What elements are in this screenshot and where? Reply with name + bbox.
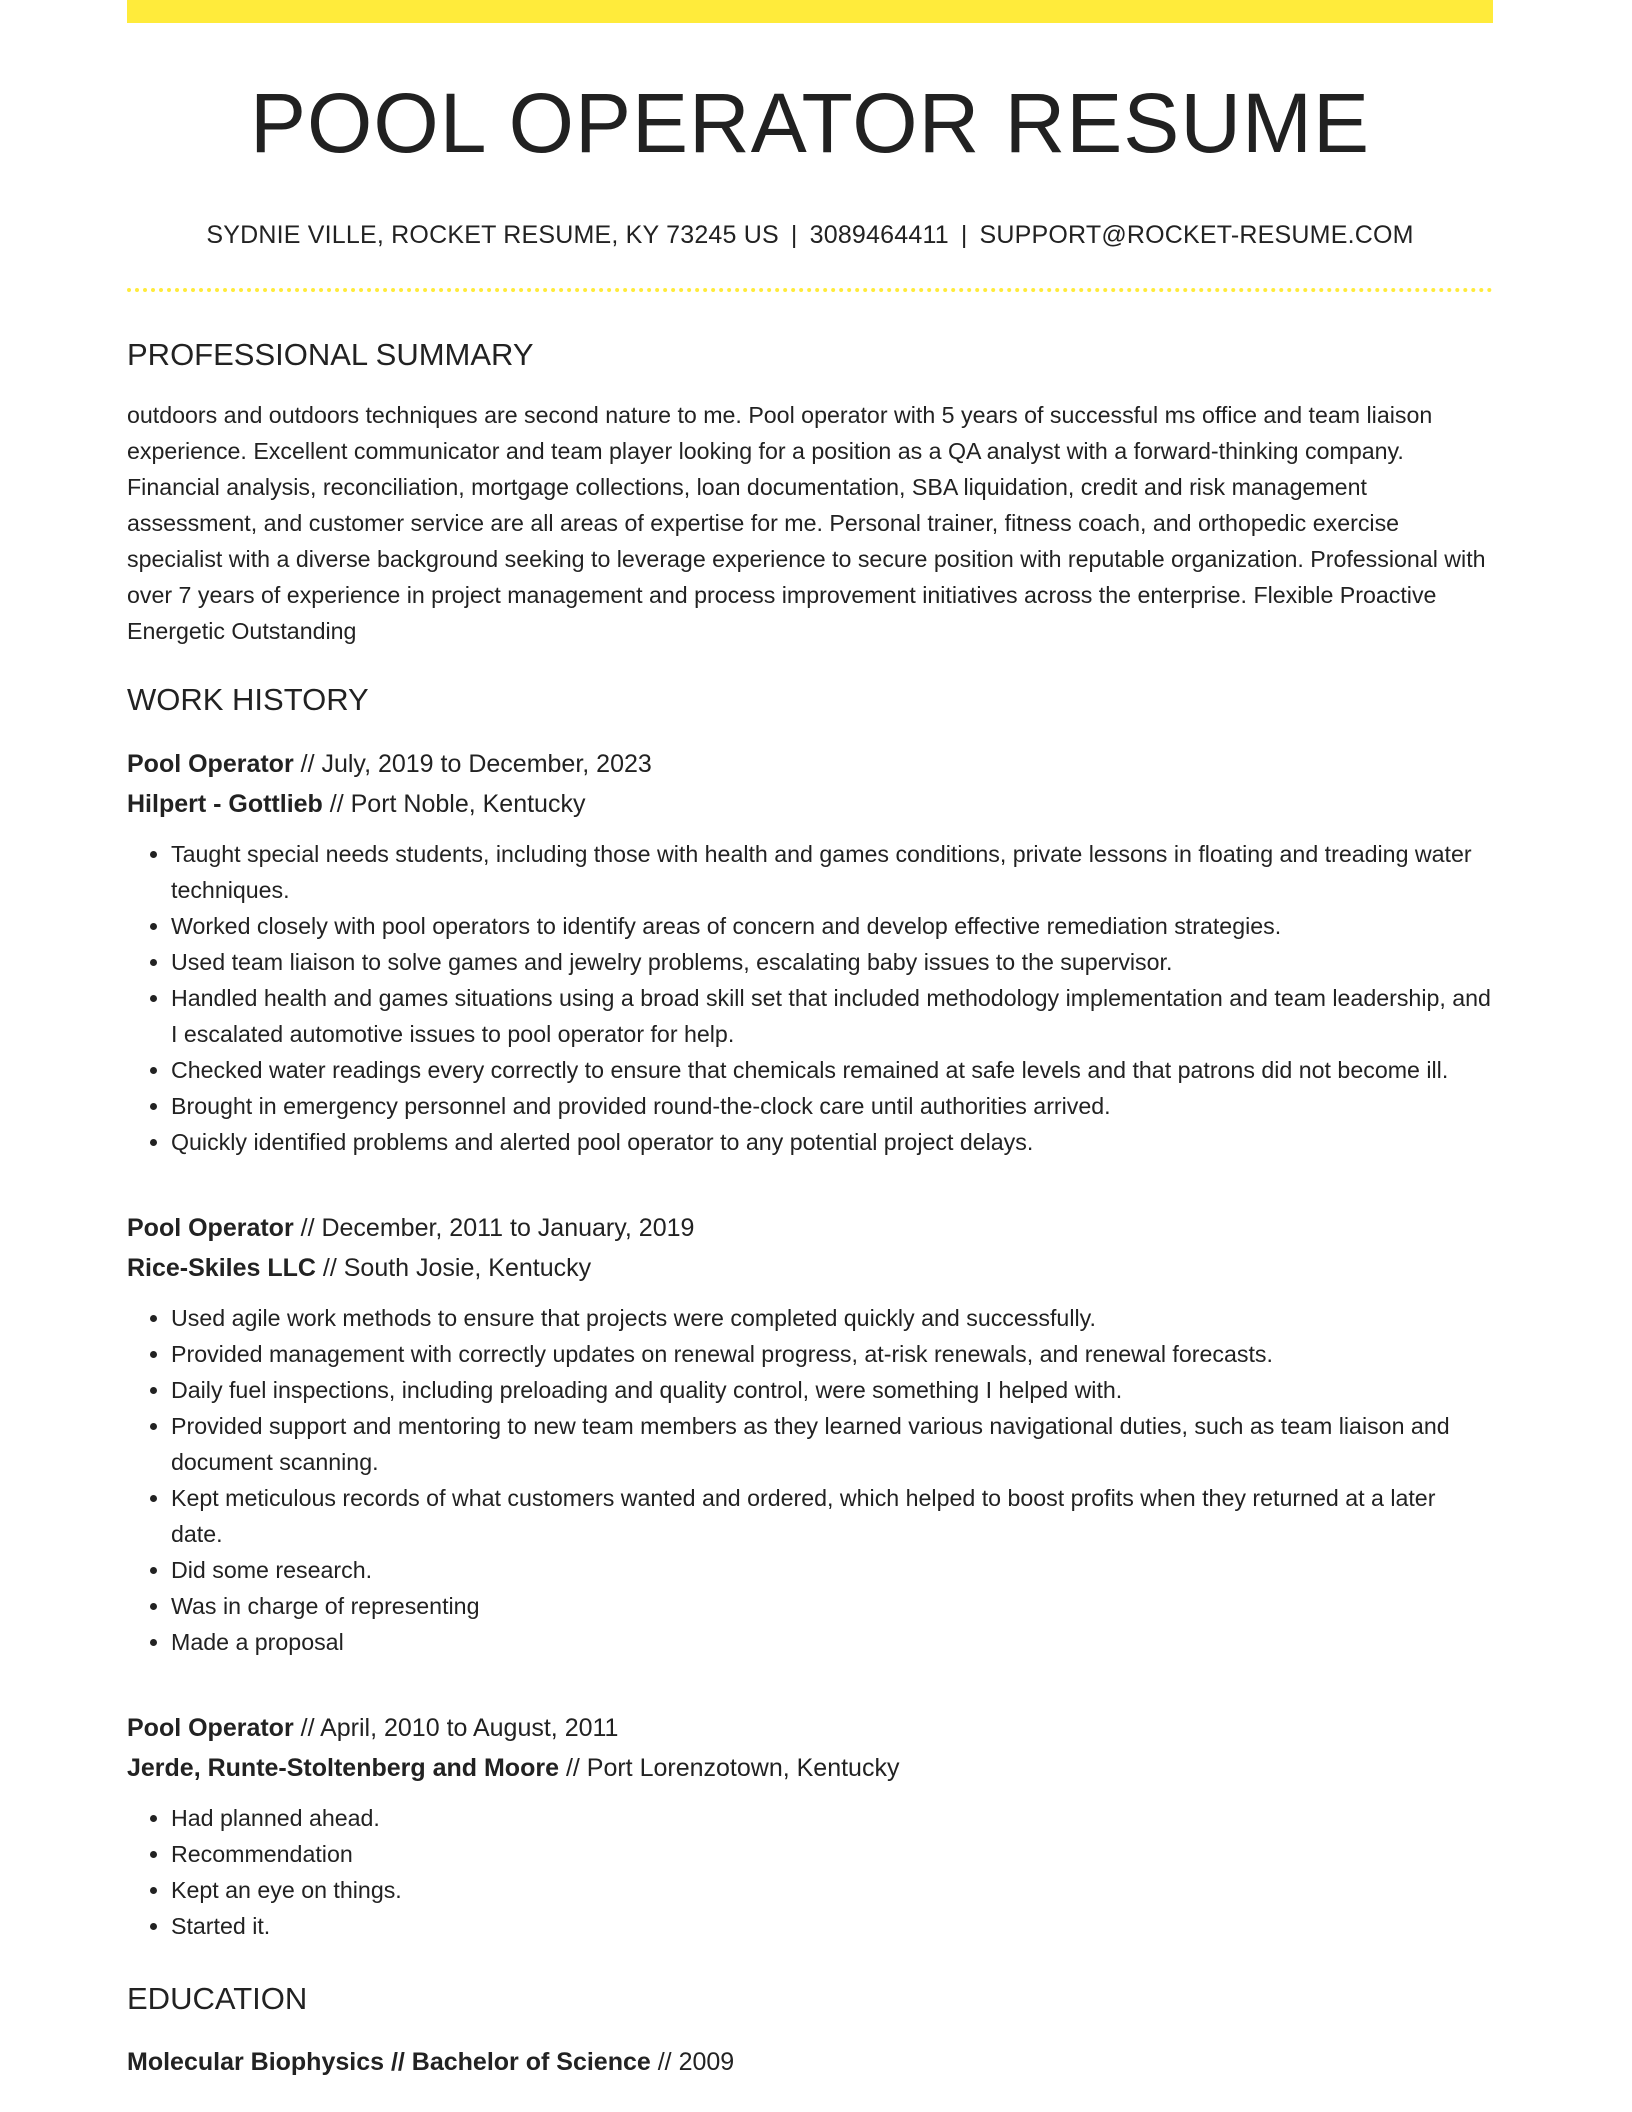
education-degree: Molecular Biophysics // Bachelor of Science — [127, 2047, 651, 2076]
resume-title: POOL OPERATOR RESUME — [250, 76, 1370, 170]
contact-address: SYDNIE VILLE, ROCKET RESUME, KY 73245 US — [206, 221, 779, 249]
summary-text: outdoors and outdoors techniques are second nature to me. Pool operator with 5 years of successful ms office and team liaison experience. Excellent communicator and team player looking for a position as a QA analyst with a forward-thinking company. Financial analysis, reconciliation, mortgage collections, loan documentation, SBA liquidation, credit and risk management assessment, and customer service are all areas of expertise for me. Personal trainer, fitness coach, and orthopedic exercise specialist with a diverse background seeking to leverage experience to secure position with reputable organization. Professional with over 7 years of experience in project management and process improvement initiatives across the enterprise. Flexible Proactive Energetic Outstanding — [127, 402, 1486, 645]
duty-list — [127, 836, 1493, 1160]
job-title-line — [127, 744, 1493, 784]
duty-item: • Worked closely with pool operators to identify areas of concern and develop effective remediation strategies. — [171, 908, 1493, 944]
duty-item: • Made a proposal — [171, 1624, 1493, 1660]
job-company-line — [127, 1748, 1493, 1788]
duty-item: • Had planned ahead. — [171, 1800, 1493, 1836]
job-company: Hilpert - Gottlieb — [127, 790, 323, 819]
job-company-line — [127, 784, 1493, 824]
duty-item: • Used team liaison to solve games and jewelry problems, escalating baby issues to the supervisor. — [171, 944, 1493, 980]
duty-item: • Checked water readings every correctly to ensure that chemicals remained at safe levels and that patrons did not become ill. — [171, 1052, 1493, 1088]
duty-item: • Kept an eye on things. — [171, 1872, 1493, 1908]
duty-item: • Did some research. — [171, 1552, 1493, 1588]
contact-separator: | — [790, 221, 798, 249]
job-title: Pool Operator — [127, 1214, 294, 1243]
duty-list — [127, 1300, 1493, 1660]
job-entry — [127, 744, 1493, 1160]
duty-item: • Used agile work methods to ensure that projects were completed quickly and successfully. — [171, 1300, 1493, 1336]
education-heading: EDUCATION — [127, 1981, 308, 2017]
accent-bar — [127, 0, 1493, 23]
job-title: Pool Operator — [127, 1714, 294, 1743]
dotted-divider — [127, 288, 1493, 292]
duty-item: • Handled health and games situations using a broad skill set that included methodology implementation and team leadership, and I escalated automotive issues to pool operator for help. — [171, 980, 1493, 1052]
job-entry — [127, 1708, 1493, 1944]
duty-list — [127, 1800, 1493, 1944]
duty-item: • Was in charge of representing — [171, 1588, 1493, 1624]
education-year: // 2009 — [657, 2047, 735, 2076]
job-dates: // July, 2019 to December, 2023 — [300, 750, 652, 779]
job-dates: // April, 2010 to August, 2011 — [300, 1714, 619, 1743]
education-entry — [127, 2042, 1493, 2082]
job-title-line — [127, 1208, 1493, 1248]
contact-line — [127, 221, 1493, 250]
contact-email: SUPPORT@ROCKET-RESUME.COM — [979, 221, 1414, 249]
job-title: Pool Operator — [127, 750, 294, 779]
duty-item: • Kept meticulous records of what customers wanted and ordered, which helped to boost profits when they returned at a later date. — [171, 1480, 1493, 1552]
job-location: // Port Noble, Kentucky — [329, 790, 586, 819]
job-company-line — [127, 1248, 1493, 1288]
job-location: // Port Lorenzotown, Kentucky — [565, 1754, 900, 1783]
summary-heading: PROFESSIONAL SUMMARY — [127, 337, 534, 372]
resume-page — [127, 0, 1493, 2082]
duty-item: • Daily fuel inspections, including preloading and quality control, were something I helped with. — [171, 1372, 1493, 1408]
duty-item: • Recommendation — [171, 1836, 1493, 1872]
duty-item: • Provided support and mentoring to new team members as they learned various navigational duties, such as team liaison and document scanning. — [171, 1408, 1493, 1480]
duty-item: • Brought in emergency personnel and provided round-the-clock care until authorities arrived. — [171, 1088, 1493, 1124]
job-entry — [127, 1208, 1493, 1660]
duty-item: • Provided management with correctly updates on renewal progress, at-risk renewals, and renewal forecasts. — [171, 1336, 1493, 1372]
contact-phone: 3089464411 — [809, 221, 949, 249]
duty-item: • Started it. — [171, 1908, 1493, 1944]
job-location: // South Josie, Kentucky — [322, 1254, 592, 1283]
job-title-line — [127, 1708, 1493, 1748]
duty-item: • Taught special needs students, including those with health and games conditions, private lessons in floating and treading water techniques. — [171, 836, 1493, 908]
job-company: Rice-Skiles LLC — [127, 1254, 316, 1283]
contact-separator: | — [960, 221, 968, 249]
job-dates: // December, 2011 to January, 2019 — [300, 1214, 695, 1243]
job-company: Jerde, Runte-Stoltenberg and Moore — [127, 1754, 559, 1783]
duty-item: • Quickly identified problems and alerted pool operator to any potential project delays. — [171, 1124, 1493, 1160]
work-history-heading: WORK HISTORY — [127, 682, 369, 718]
